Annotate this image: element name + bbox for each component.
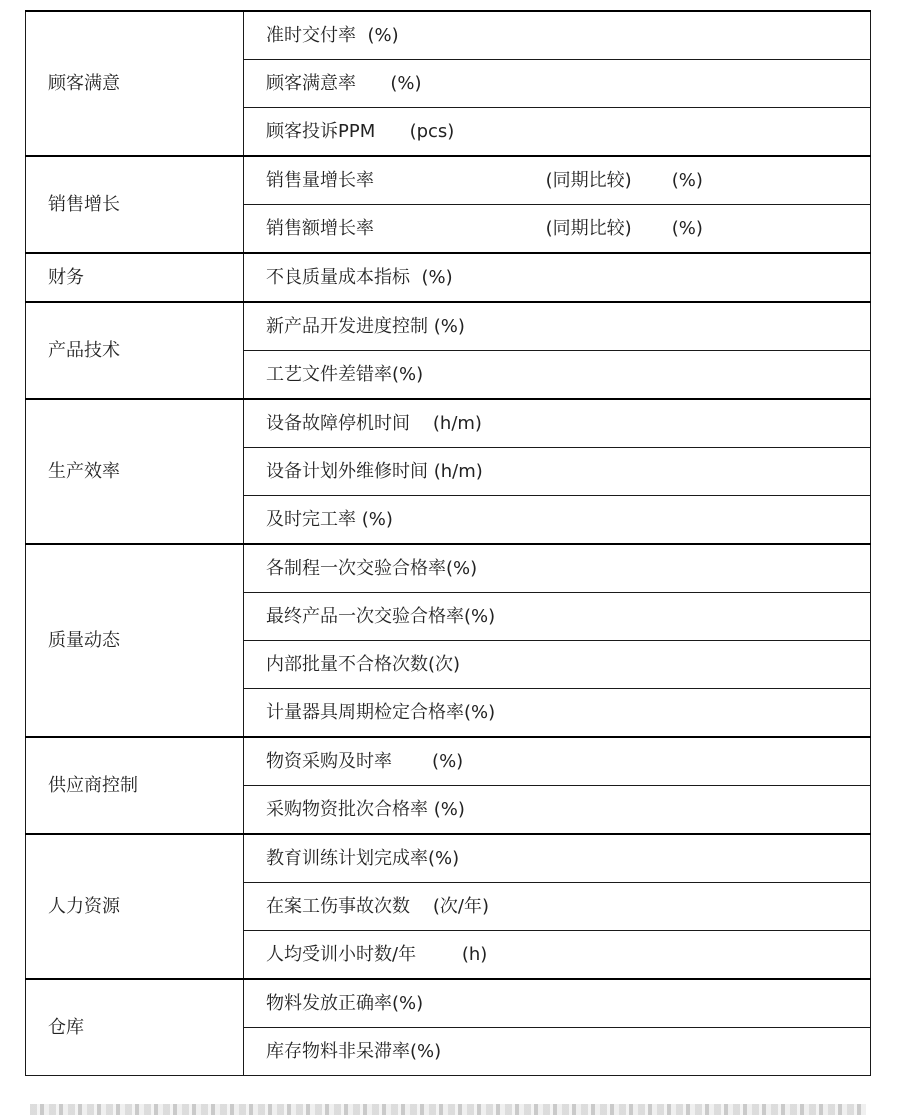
indicator-cell: 销售量增长率 (同期比较) (%) [244, 156, 871, 205]
indicator-cell: 物料发放正确率(%) [244, 979, 871, 1028]
indicator-cell: 销售额增长率 (同期比较) (%) [244, 205, 871, 254]
indicator-cell: 采购物资批次合格率 (%) [244, 786, 871, 835]
table-row [26, 302, 871, 351]
kpi-table [25, 10, 871, 1076]
indicator-cell: 设备故障停机时间 (h/m) [244, 399, 871, 448]
indicator-cell: 库存物料非呆滞率(%) [244, 1028, 871, 1076]
table-row [26, 544, 871, 593]
table-row [26, 11, 871, 60]
table-row [26, 399, 871, 448]
indicator-cell: 教育训练计划完成率(%) [244, 834, 871, 883]
category-cell: 质量动态 [26, 544, 244, 737]
category-cell: 财务 [26, 253, 244, 302]
kpi-table-body [26, 11, 871, 1076]
indicator-cell: 新产品开发进度控制 (%) [244, 302, 871, 351]
category-cell: 供应商控制 [26, 737, 244, 834]
indicator-cell: 不良质量成本指标 (%) [244, 253, 871, 302]
indicator-cell: 顾客投诉PPM (pcs) [244, 108, 871, 157]
category-cell: 仓库 [26, 979, 244, 1076]
category-cell: 销售增长 [26, 156, 244, 253]
indicator-cell: 人均受训小时数/年 (h) [244, 931, 871, 980]
table-row [26, 834, 871, 883]
indicator-cell: 顾客满意率 (%) [244, 60, 871, 108]
indicator-cell: 计量器具周期检定合格率(%) [244, 689, 871, 738]
category-cell: 顾客满意 [26, 11, 244, 156]
indicator-cell: 准时交付率 (%) [244, 11, 871, 60]
category-cell: 生产效率 [26, 399, 244, 544]
indicator-cell: 设备计划外维修时间 (h/m) [244, 448, 871, 496]
blurred-footer-text [30, 1104, 866, 1115]
indicator-cell: 内部批量不合格次数(次) [244, 641, 871, 689]
indicator-cell: 物资采购及时率 (%) [244, 737, 871, 786]
table-row [26, 737, 871, 786]
indicator-cell: 及时完工率 (%) [244, 496, 871, 545]
table-row [26, 979, 871, 1028]
category-cell: 产品技术 [26, 302, 244, 399]
indicator-cell: 在案工伤事故次数 (次/年) [244, 883, 871, 931]
indicator-cell: 工艺文件差错率(%) [244, 351, 871, 400]
table-row [26, 253, 871, 302]
indicator-cell: 各制程一次交验合格率(%) [244, 544, 871, 593]
indicator-cell: 最终产品一次交验合格率(%) [244, 593, 871, 641]
table-row [26, 156, 871, 205]
category-cell: 人力资源 [26, 834, 244, 979]
